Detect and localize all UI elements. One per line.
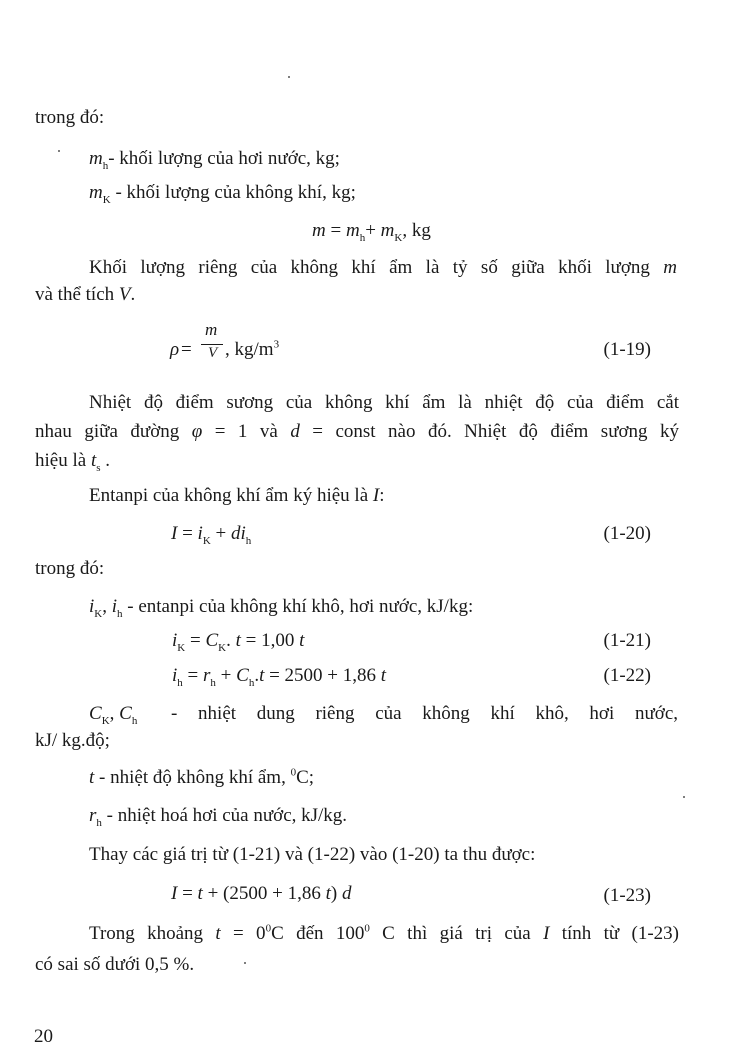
equation-body — [172, 629, 304, 653]
symbol-t: t — [299, 630, 305, 651]
text: và thể tích — [35, 284, 115, 305]
subscript: h — [96, 816, 102, 829]
subscript: h — [102, 159, 109, 172]
subscript: K — [218, 641, 227, 654]
text: = const nào đó. Nhiệt độ điểm sương ký — [299, 421, 680, 442]
paragraph-5-line-1 — [89, 922, 679, 946]
eq-term: m — [380, 220, 395, 241]
symbol-rho: ρ — [170, 339, 180, 360]
eq-lhs: I — [171, 523, 178, 544]
eq-lhs: m — [312, 220, 326, 241]
subscript: h — [117, 607, 123, 620]
paragraph-2-line-3 — [35, 449, 110, 473]
superscript: 3 — [273, 338, 280, 351]
fraction-numerator: m — [205, 320, 218, 339]
separator: , — [102, 596, 112, 617]
paragraph-5-line-2: có sai số dưới 0,5 %. — [35, 954, 195, 975]
eq-sign: = — [185, 630, 206, 651]
paragraph-1-line-2 — [35, 283, 135, 307]
scan-speck — [244, 962, 246, 964]
equation-body — [171, 882, 351, 906]
paragraph-4: Thay các giá trị từ (1-21) và (1-22) vào (1-20) ta thu được: — [89, 844, 536, 865]
eq-term: i — [172, 630, 178, 651]
unit — [225, 338, 279, 362]
definition-c-line-2: kJ/ kg.độ; — [35, 730, 110, 751]
unit: , kg — [402, 220, 431, 241]
symbol-r: r — [89, 805, 97, 826]
page-number: 20 — [34, 1026, 53, 1047]
symbol-c: C — [119, 703, 132, 724]
plus-sign: + — [365, 220, 381, 241]
equation-number: (1-19) — [603, 339, 651, 360]
equation-body — [172, 664, 386, 688]
equation-number: (1-23) — [603, 885, 651, 906]
plus-sign: + — [210, 523, 231, 544]
subscript: h — [131, 714, 138, 727]
eq-term: di — [231, 523, 246, 544]
unit: C; — [296, 767, 315, 788]
scan-speck — [58, 150, 60, 152]
definition-text: - entanpi của không khí khô, hơi nước, kJ/kg: — [122, 596, 474, 617]
subscript: h — [245, 534, 252, 547]
paragraph-3 — [89, 484, 385, 508]
text: = 0 — [220, 923, 266, 944]
definition-text: - nhiệt hoá hơi của nước, kJ/kg. — [101, 805, 348, 826]
definition-c-line-1: - nhiệt dung riêng của không khí khô, hơi nước, — [171, 703, 678, 724]
eq-term: i — [197, 523, 203, 544]
eq-term: r — [203, 665, 211, 686]
subscript: K — [94, 607, 103, 620]
definition-mk — [89, 181, 356, 205]
equation-number: (1-20) — [603, 523, 651, 544]
symbol-t: t — [259, 665, 265, 686]
definition-i — [89, 595, 473, 619]
symbol-c: C — [89, 703, 102, 724]
eq-sign: = — [177, 883, 198, 904]
text: . — [130, 284, 136, 305]
eq-sign: = — [182, 665, 203, 686]
symbol-t: t — [235, 630, 241, 651]
eq-sign: = — [325, 220, 346, 241]
definition-text: - nhiệt độ không khí ẩm, — [94, 767, 291, 788]
eq-sign: = — [181, 339, 192, 360]
equation-number: (1-22) — [603, 665, 651, 686]
equation-number: (1-21) — [603, 630, 651, 651]
text: nhau giữa đường — [35, 421, 180, 442]
superscript: 0 — [290, 766, 297, 779]
symbol-t: t — [325, 883, 331, 904]
eq-rest: = 2500 + 1,86 — [264, 665, 377, 686]
symbol-m: m — [89, 182, 103, 203]
symbol-t: t — [380, 665, 387, 686]
text: hiệu là — [35, 450, 87, 471]
subscript: h — [210, 676, 216, 689]
symbol-i: i — [89, 596, 95, 617]
paren: ) — [330, 883, 338, 904]
plus-sign: + — [215, 665, 237, 686]
definition-text: - khối lượng của hơi nước, kg; — [108, 148, 340, 169]
subscript: h — [248, 676, 255, 689]
eq-rest: = 1,00 — [240, 630, 295, 651]
equation-body — [171, 522, 251, 546]
separator: , — [109, 703, 120, 724]
definition-t — [89, 766, 314, 790]
paragraph-1-line-1 — [89, 256, 677, 280]
symbol-t: t — [90, 450, 97, 471]
symbol-d: d — [290, 421, 300, 442]
symbol-t: t — [215, 923, 221, 944]
text: C đến 100 — [271, 923, 365, 944]
scan-speck — [683, 796, 685, 798]
definition-r — [89, 804, 347, 828]
subscript: K — [394, 231, 403, 244]
eq-lhs: I — [171, 883, 178, 904]
subscript: K — [202, 534, 211, 547]
eq-sign: = — [177, 523, 198, 544]
superscript: 0 — [364, 922, 370, 935]
definition-mh — [89, 147, 340, 171]
symbol-d: d — [337, 883, 352, 904]
dot: . — [226, 630, 236, 651]
eq-rest: + (2500 + 1,86 — [202, 883, 326, 904]
subscript: s — [96, 461, 101, 474]
fraction-denominator: V — [208, 345, 218, 361]
eq-term: C — [205, 630, 219, 651]
symbol-i: I — [543, 923, 550, 944]
dot: . — [254, 665, 260, 686]
eq-term: C — [236, 665, 249, 686]
paragraph-2-line-2 — [35, 420, 679, 444]
eq-term: m — [345, 220, 360, 241]
symbol-m: m — [89, 148, 103, 169]
equation-mass — [312, 219, 431, 243]
text: Trong khoảng — [89, 923, 204, 944]
subscript: h — [177, 676, 183, 689]
text: : — [379, 485, 385, 506]
scan-speck — [288, 76, 290, 78]
text: = 1 và — [202, 421, 278, 442]
subscript: h — [359, 231, 366, 244]
text: tính từ (1-23) — [549, 923, 680, 944]
symbol-m: m — [663, 257, 678, 278]
intro-text: trong đó: — [35, 107, 105, 128]
text: . — [105, 450, 110, 471]
superscript: 0 — [265, 922, 272, 935]
text: Entanpi của không khí ẩm ký hiệu là — [89, 485, 369, 506]
eq-term: i — [172, 665, 178, 686]
unit-text: , kg/m — [225, 339, 274, 360]
symbol-v: V — [118, 284, 131, 305]
subscript: K — [177, 641, 186, 654]
text: Khối lượng riêng của không khí ẩm là tỷ số giữa khối lượng — [89, 257, 650, 278]
paragraph-2-line-1: Nhiệt độ điểm sương của không khí ẩm là nhiệt độ của điểm cắt — [89, 392, 679, 413]
symbol-i: I — [372, 485, 380, 506]
subscript: K — [102, 193, 111, 206]
subscript: K — [101, 714, 110, 727]
intro-text-2: trong đó: — [35, 558, 105, 579]
symbol-phi: φ — [191, 421, 203, 442]
text: C thì giá trị của — [369, 923, 531, 944]
symbol-i: i — [111, 596, 118, 617]
definition-text: - khối lượng của không khí, kg; — [110, 182, 356, 203]
definition-c-symbols — [89, 702, 137, 726]
symbol-t: t — [89, 767, 95, 788]
symbol-t: t — [197, 883, 203, 904]
